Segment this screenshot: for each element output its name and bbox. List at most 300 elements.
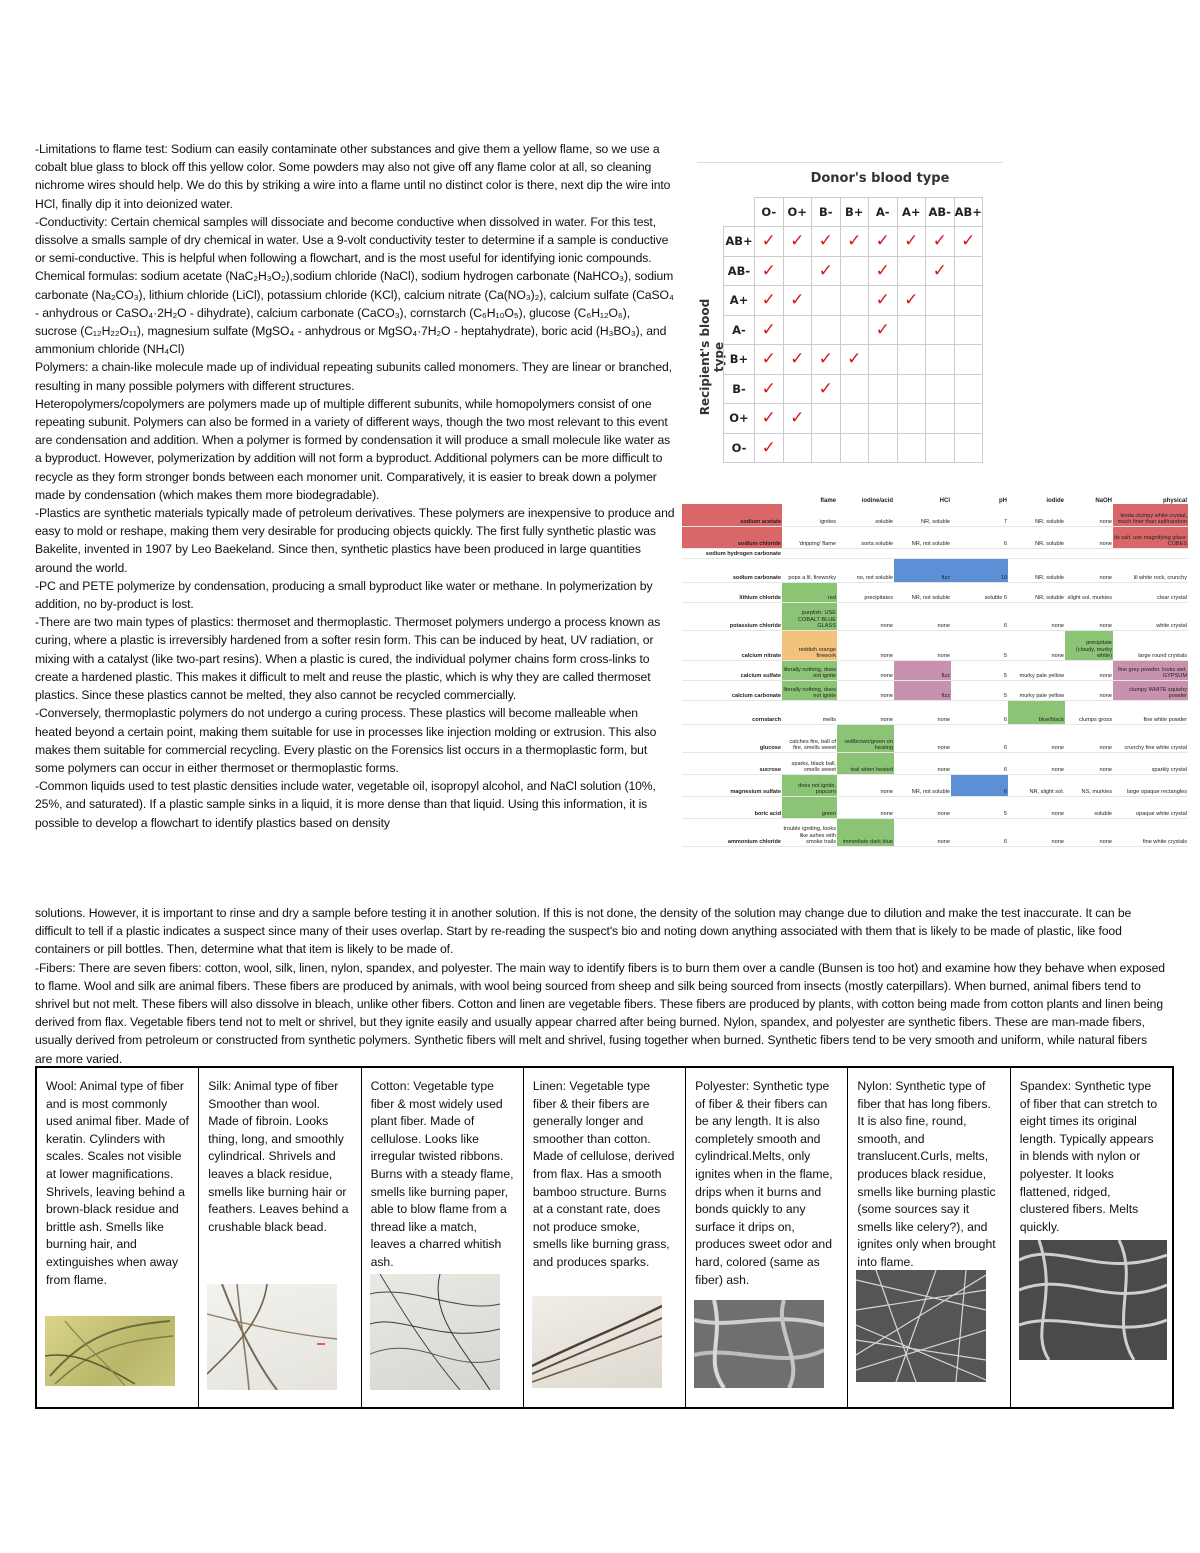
chem-value-cell: no, not soluble — [837, 558, 894, 582]
checkmark-icon: ✓ — [875, 231, 890, 252]
chem-value-cell: red/brown/green on heating — [837, 724, 894, 752]
chem-value-cell: NR, soluble — [1008, 526, 1065, 548]
chem-value-cell: murky pale yellow — [1008, 660, 1065, 680]
chem-value-cell: blue/black — [1008, 700, 1065, 724]
chem-value-cell: NR, not soluble — [894, 582, 951, 602]
chem-value-cell: purplish: USE COBALT BLUE GLASS — [782, 602, 837, 630]
chem-value-cell: pops a lil, fireworky — [782, 558, 837, 582]
compatibility-cell — [783, 227, 812, 257]
donor-type-header: A- — [869, 198, 898, 227]
donor-type-header: A+ — [897, 198, 926, 227]
chem-value-cell: large opaque rectangles — [1113, 774, 1188, 796]
compatibility-cell — [840, 374, 869, 404]
chem-value-cell: none — [1065, 818, 1113, 846]
checkmark-icon: ✓ — [761, 437, 776, 458]
chem-value-cell: large round crystals — [1113, 630, 1188, 660]
chem-value-cell: literally nothing, does not ignite — [782, 680, 837, 700]
chem-value-cell: none — [837, 680, 894, 700]
chem-value-cell: teal when heated — [837, 752, 894, 774]
compatibility-cell — [897, 286, 926, 316]
checkmark-icon: ✓ — [875, 290, 890, 311]
chem-value-cell: fine white crystals — [1113, 818, 1188, 846]
chem-value-cell: none — [1008, 602, 1065, 630]
chem-value-cell: none — [837, 602, 894, 630]
chem-column-header: HCl — [939, 497, 950, 504]
chem-value-cell: opaque white crystal — [1113, 796, 1188, 818]
chem-value-cell — [837, 548, 894, 558]
chem-value-cell: crunchy fine white crystal — [1113, 724, 1188, 752]
chem-value-cell: none — [837, 660, 894, 680]
fiber-cell-cotton — [362, 1068, 524, 1407]
compatibility-cell — [954, 256, 983, 286]
chem-value-cell: none — [1065, 526, 1113, 548]
chem-value-cell: literally nothing, does not ignite — [782, 660, 837, 680]
fiber-description: Polyester: Synthetic type of fiber & their fibers can be any length. It is also completely smooth and cylindrical.Melts, only ignites when in the flame, drips when it burns and bonds quickly to any surface it drips on, produces sweet odor and hard, colored (same as fiber) ash. — [695, 1079, 833, 1287]
chem-value-cell: fine grey powder. looks wet. GYPSUM — [1113, 660, 1188, 680]
fiber-cell-wool — [37, 1068, 199, 1407]
chem-value-cell: 6 — [951, 700, 1008, 724]
checkmark-icon: ✓ — [761, 319, 776, 340]
compatibility-cell — [755, 374, 784, 404]
chem-value-cell: fizz — [894, 558, 951, 582]
compatibility-cell — [840, 286, 869, 316]
chem-value-cell: NR, slight sol. — [1008, 774, 1065, 796]
chem-value-cell: murky pale yellow — [1008, 680, 1065, 700]
chem-row — [682, 796, 1188, 818]
chem-row — [682, 752, 1188, 774]
chem-value-cell: 5 — [951, 630, 1008, 660]
chem-row — [682, 504, 1188, 526]
chem-value-cell: fizz — [894, 680, 951, 700]
compatibility-cell — [897, 404, 926, 434]
checkmark-icon: ✓ — [904, 290, 919, 311]
chem-value-cell: none — [894, 752, 951, 774]
chem-value-cell: kinda clumpy white crystal, much finer than salt/random — [1113, 504, 1188, 526]
compatibility-cell — [783, 374, 812, 404]
paragraph-thermoplastic: -Conversely, thermoplastic polymers do not undergo a curing process. These plastics will become malleable when heated beyond a certain point, making them suitable for use in processes like injection molding or extrusion. This also makes them suitable for commercial recycling. Every plastic on the Forensics list occurs in a thermoplastic form, but some polymers can occur in either thermoset or thermoplastic forms. — [35, 706, 657, 775]
recipient-row — [724, 286, 983, 316]
checkmark-icon: ✓ — [761, 231, 776, 252]
chem-value-cell: 5 — [951, 796, 1008, 818]
compatibility-cell — [954, 227, 983, 257]
checkmark-icon: ✓ — [790, 290, 805, 311]
chem-name-cell: sodium chloride — [682, 526, 782, 548]
chem-value-cell: none — [894, 630, 951, 660]
checkmark-icon: ✓ — [961, 231, 976, 252]
checkmark-icon: ✓ — [847, 231, 862, 252]
compatibility-cell — [840, 433, 869, 463]
chem-value-cell: none — [894, 796, 951, 818]
recipient-row — [724, 256, 983, 286]
compatibility-cell — [954, 315, 983, 345]
compatibility-cell — [755, 286, 784, 316]
compatibility-cell — [869, 374, 898, 404]
chem-name-cell: potassium chloride — [682, 602, 782, 630]
chem-value-cell — [894, 548, 951, 558]
chem-value-cell: does not ignite, popcorn — [782, 774, 837, 796]
paragraph-chemical-formulas: Chemical formulas: sodium acetate (NaC₂H₃O₂),sodium chloride (NaCl), sodium hydrogen carbonate (NaHCO₃), sodium carbonate (Na₂CO₃), lithium chloride (LiCl), potassium chloride (KCl), calcium nitrate (Ca(NO₃)₂), calcium sulfate (CaSO₄ - anhydrous or CaSO₄·2H₂O - dihydrate), calcium carbonate (CaCO₃), cornstarch (C₆H₁₀O₅), glucose (C₆H₁₂O₆), sucrose (C₁₂H₂₂O₁₁), magnesium sulfate (MgSO₄ - anhydrous or MgSO₄·7H₂O - heptahydrate), boric acid (H₃BO₃), and ammonium chloride (NH₄Cl) — [35, 269, 674, 357]
chem-value-cell: none — [894, 724, 951, 752]
donor-type-header: B+ — [840, 198, 869, 227]
compatibility-cell — [812, 433, 841, 463]
compatibility-cell — [897, 256, 926, 286]
chem-value-cell: red — [782, 582, 837, 602]
checkmark-icon: ✓ — [818, 349, 833, 370]
fiber-description: Cotton: Vegetable type fiber & most widely used plant fiber. Made of cellulose. Looks like irregular twisted ribbons. Burns with a steady flame, smells like burning paper, able to blow flame from a thread like a match, leaves a charred whitish ash. — [370, 1079, 514, 1269]
chem-value-cell: fizz — [894, 660, 951, 680]
chem-row — [682, 558, 1188, 582]
chem-column-header: pH — [999, 497, 1007, 504]
paragraph-plastics: -Plastics are synthetic materials typically made of petroleum derivatives. These polymers are inexpensive to produce and easy to mold or reshape, making them very desirable for producing objects quickly. The first fully synthetic plastic was Bakelite, invented in 1907 by Leo Baekeland. Since then, synthetic plastics have been produced in large quantities around the world. — [35, 506, 675, 575]
fiber-description: Wool: Animal type of fiber and is most commonly used animal fiber. Made of keratin. Cylinders with scales. Scales not visible at lower magnifications. Shrivels, leaving behind a brown-black residue and brittle ash. Smells like burning hair, and extinguishes when away from flame. — [46, 1079, 189, 1287]
compatibility-cell — [812, 256, 841, 286]
chem-value-cell: none — [837, 796, 894, 818]
chem-value-cell: ignites — [782, 504, 837, 526]
compatibility-cell — [783, 345, 812, 375]
chem-value-cell: 6 — [951, 818, 1008, 846]
recipient-row — [724, 345, 983, 375]
chem-value-cell: none — [894, 700, 951, 724]
compatibility-cell — [869, 286, 898, 316]
chem-value-cell: none — [1008, 630, 1065, 660]
chem-row — [682, 582, 1188, 602]
compatibility-cell — [812, 404, 841, 434]
chem-value-cell: catches fire, ball of fire, smells sweet — [782, 724, 837, 752]
compatibility-cell — [755, 315, 784, 345]
compatibility-cell — [954, 433, 983, 463]
paragraph-densities: -Common liquids used to test plastic densities include water, vegetable oil, isopropyl alcohol, and NaCl solution (10%, 25%, and saturated). If a plastic sample sinks in a liquid, it is more dense than that liquid. Using this information, it is possible to develop a flowchart to identify plastics based on density — [35, 779, 656, 830]
chem-value-cell: none — [1065, 602, 1113, 630]
chem-value-cell: sparkly crystal — [1113, 752, 1188, 774]
chem-value-cell: none — [837, 700, 894, 724]
spandex-micrograph-image — [1019, 1240, 1167, 1360]
chem-value-cell: NR, soluble — [1008, 504, 1065, 526]
recipient-type-header: AB+ — [724, 227, 755, 257]
paragraph-polymers: Polymers: a chain-like molecule made up of individual repeating subunits called monomers. They are linear or branched, resulting in many possible polymers with different structures. — [35, 360, 672, 393]
chem-column-header: NaOH — [1095, 497, 1112, 504]
compatibility-cell — [755, 433, 784, 463]
chem-row — [682, 724, 1188, 752]
recipient-row — [724, 404, 983, 434]
nylon-micrograph-image — [856, 1270, 986, 1382]
compatibility-cell — [869, 404, 898, 434]
checkmark-icon: ✓ — [932, 231, 947, 252]
compatibility-cell — [926, 374, 955, 404]
compatibility-cell — [869, 345, 898, 375]
compatibility-cell — [783, 286, 812, 316]
donor-type-header: AB+ — [954, 198, 983, 227]
fiber-description: Linen: Vegetable type fiber & their fibers are generally longer and smoother than cotton. Made of cellulose, derived from flax. Has a smooth bamboo structure. Burns at a constant rate, does not produce smoke, smells like burning grass, and produces sparks. — [532, 1079, 675, 1269]
chem-value-cell: none — [1008, 796, 1065, 818]
paragraph-thermoset: -There are two main types of plastics: thermoset and thermoplastic. Thermoset polymers undergo a process known as curing, where a plastic is irreversibly hardened from a softer resin form. This can be induced by heat, UV radiation, or mixing with a catalyst (like two-part resins). When a plastic is cured, the individual polymer chains form cross-links to create a hardened plastic. This makes it difficult to melt and reuse the plastic, which is why they are called thermoset plastics. Since these plastics cannot be melted, they also cannot be recycled commercially. — [35, 615, 661, 703]
recipient-type-header: B+ — [724, 345, 755, 375]
chem-name-cell: calcium nitrate — [682, 630, 782, 660]
chem-row — [682, 548, 1188, 558]
recipient-row — [724, 433, 983, 463]
compatibility-cell — [954, 374, 983, 404]
chem-value-cell: none — [894, 602, 951, 630]
paragraph-heteropolymers: Heteropolymers/copolymers are polymers made up of multiple different subunits, while homopolymers consist of one repeating subunit. Polymers can also be formed in a variety of different ways, though the two most relevant to this event are condensation and addition. When a polymer is formed by condensation it will produce a small molecule like water as a byproduct. However, polymerization by addition will not form a byproduct. Additional polymers can be more difficult to recycle as they form stronger bonds between each monomer unit. Comparatively, it is easier to break down a polymer made by condensation (which makes them more biodegradable). — [35, 396, 671, 502]
chem-value-cell: 7 — [951, 504, 1008, 526]
chem-name-cell: boric acid — [682, 796, 782, 818]
chem-value-cell: 6 — [951, 526, 1008, 548]
chem-column-header — [682, 495, 782, 504]
compatibility-cell — [755, 227, 784, 257]
chem-name-cell: calcium sulfate — [682, 660, 782, 680]
compatibility-cell — [812, 286, 841, 316]
chem-value-cell — [782, 548, 837, 558]
checkmark-icon: ✓ — [790, 349, 805, 370]
chem-value-cell: precipitate (cloudy, murky white) — [1065, 630, 1113, 660]
chem-value-cell — [1008, 548, 1065, 558]
chem-value-cell: its salt. use magnifying glass: CUBES — [1113, 526, 1188, 548]
recipient-row — [724, 315, 983, 345]
chem-row — [682, 526, 1188, 548]
chem-value-cell: 5 — [951, 660, 1008, 680]
chem-value-cell: 6 — [951, 724, 1008, 752]
blood-compatibility-table — [723, 197, 983, 463]
chem-row — [682, 680, 1188, 700]
compatibility-cell — [926, 345, 955, 375]
chem-value-cell: sorta soluble — [837, 526, 894, 548]
compatibility-cell — [869, 256, 898, 286]
compatibility-cell — [926, 404, 955, 434]
compatibility-cell — [954, 404, 983, 434]
fiber-description: Spandex: Synthetic type of fiber that can stretch to eight times its original length. Typically appears in blends with nylon or polyester. It looks flattened, ridged, clustered fibers. Melts quickly. — [1019, 1079, 1158, 1234]
compatibility-cell — [897, 227, 926, 257]
compatibility-cell — [897, 433, 926, 463]
fiber-description: Nylon: Synthetic type of fiber that has long fibers. It is also fine, round, smooth, and translucent.Curls, melts, produces black residue, smells like burning plastic (some sources say it smells like celery?), and ignites only when brought into flame. — [857, 1079, 996, 1269]
chem-column-header: flame — [820, 497, 836, 504]
compatibility-cell — [812, 345, 841, 375]
chem-value-cell: clumpy WHITE squishy powder — [1113, 680, 1188, 700]
checkmark-icon: ✓ — [875, 260, 890, 281]
checkmark-icon: ✓ — [790, 231, 805, 252]
compatibility-cell — [755, 345, 784, 375]
chem-value-cell: none — [1065, 660, 1113, 680]
chem-value-cell: melts — [782, 700, 837, 724]
chem-value-cell: 5 — [951, 680, 1008, 700]
chem-value-cell: white crystal — [1113, 602, 1188, 630]
chem-name-cell: glucose — [682, 724, 782, 752]
recipient-type-header: A- — [724, 315, 755, 345]
chem-column-header: iodine/acid — [861, 497, 893, 504]
chem-value-cell: 'dripping' flame — [782, 526, 837, 548]
chem-name-cell: sodium hydrogen carbonate — [682, 548, 782, 558]
chem-value-cell: soluble 6 — [951, 582, 1008, 602]
chem-value-cell: 6 — [951, 752, 1008, 774]
donor-type-header: B- — [812, 198, 841, 227]
chem-column-header: physical — [1162, 497, 1187, 504]
cotton-micrograph-image — [370, 1274, 500, 1390]
compatibility-cell — [954, 286, 983, 316]
paragraph-pc-pete: -PC and PETE polymerize by condensation, producing a small byproduct like water or methane. In polymerization by addition, no by-product is lost. — [35, 578, 653, 612]
paragraph-flame-limitations: -Limitations to flame test: Sodium can easily contaminate other substances and give them a yellow flame, so we use a cobalt blue glass to block off this yellow color. Some powders may also not give off any flame color at all, so cleaning nichrome wires should help. We do this by striking a wire into a flame until no distinct color is there, next dip the wire into HCl, finally dip it into deionized water. — [35, 142, 671, 211]
chem-value-cell: trouble igniting, looks like ashes with smoke trails — [782, 818, 837, 846]
wool-micrograph-image — [45, 1316, 175, 1386]
chem-row — [682, 660, 1188, 680]
chem-value-cell: NR, not soluble — [894, 774, 951, 796]
chem-name-cell: magnesium sulfate — [682, 774, 782, 796]
paragraph-density-continued: solutions. However, it is important to rinse and dry a sample before testing it in another solution. If this is not done, the density of the solution may change due to dilution and make the test inaccurate. It can be difficult to tell if a plastic indicates a suspect since many of their uses overlap. Start by re-reading the suspect's bio and noting down anything associated with them that is likely to be made of plastic, like food containers or pill bottles. Then, determine what that item is likely to be made of. — [35, 906, 1132, 957]
compatibility-cell — [869, 227, 898, 257]
polyester-micrograph-image — [694, 1300, 824, 1388]
chem-value-cell: NR, soluble — [1008, 582, 1065, 602]
linen-micrograph-image — [532, 1296, 662, 1388]
chem-value-cell: NR, not soluble — [894, 526, 951, 548]
recipient-type-header: AB- — [724, 256, 755, 286]
chem-name-cell: cornstarch — [682, 700, 782, 724]
chem-value-cell: green — [782, 796, 837, 818]
chem-row — [682, 630, 1188, 660]
compatibility-cell — [897, 374, 926, 404]
compatibility-cell — [926, 256, 955, 286]
recipient-type-header: O+ — [724, 404, 755, 434]
checkmark-icon: ✓ — [847, 349, 862, 370]
compatibility-cell — [755, 256, 784, 286]
compatibility-cell — [812, 227, 841, 257]
checkmark-icon: ✓ — [761, 378, 776, 399]
chem-value-cell: 10 — [951, 558, 1008, 582]
recipient-row — [724, 227, 983, 257]
donor-type-header: O- — [755, 198, 784, 227]
full-width-text — [35, 904, 1165, 1068]
chem-name-cell: sodium acetate — [682, 504, 782, 526]
compatibility-cell — [926, 433, 955, 463]
compatibility-cell — [840, 404, 869, 434]
chem-value-cell: NR, soluble — [894, 504, 951, 526]
checkmark-icon: ✓ — [875, 319, 890, 340]
fiber-cell-spandex — [1011, 1068, 1172, 1407]
blood-chart-corner — [724, 198, 755, 227]
chem-value-cell: fine white powder — [1113, 700, 1188, 724]
chem-value-cell: 6 — [951, 602, 1008, 630]
compatibility-cell — [926, 315, 955, 345]
compatibility-cell — [926, 286, 955, 316]
chem-value-cell — [951, 548, 1008, 558]
compatibility-cell — [812, 315, 841, 345]
fiber-cell-linen — [524, 1068, 686, 1407]
fiber-cell-silk — [199, 1068, 361, 1407]
recipient-type-header: B- — [724, 374, 755, 404]
fiber-table — [35, 1066, 1174, 1409]
paragraph-fibers: -Fibers: There are seven fibers: cotton, wool, silk, linen, nylon, spandex, and polyester. The main way to identify fibers is to burn them over a candle (Bunsen is too hot) and examine how they behave when exposed to flame. Wool and silk are animal fibers. These fibers are produced by animals, with wool being sourced from sheep and silk being sourced from insects (mostly caterpillars). When burned, animal fibers tend to shrivel but not melt. These fibers will also dissolve in bleach, unlike other fibers. Cotton and linen are vegetable fibers. These fibers are produced by plants, with cotton being made from cotton plants and linen being derived from flax. Vegetable fibers tend not to melt or shrivel, but they ignite easily and usually appear charred after being burned. Nylon, spandex, and polyester are synthetic fibers. These are man-made fibers, usually derived from petroleum or constructed from synthetic polymers. Synthetic fibers will melt and shrivel, fusing together when burned. Synthetic fibers tend to be very smooth and uniform, while natural fibers are more varied. — [35, 960, 1165, 1066]
checkmark-icon: ✓ — [904, 231, 919, 252]
recipient-type-header: A+ — [724, 286, 755, 316]
compatibility-cell — [755, 404, 784, 434]
compatibility-cell — [783, 433, 812, 463]
compatibility-cell — [869, 315, 898, 345]
chem-value-cell: sparks, black ball, smells sweet — [782, 752, 837, 774]
compatibility-cell — [897, 315, 926, 345]
checkmark-icon: ✓ — [761, 260, 776, 281]
chem-value-cell: soluble — [837, 504, 894, 526]
fiber-description: Silk: Animal type of fiber Smoother than wool. Made of fibroin. Looks thing, long, and smoothly cylindrical. Shrivels and leaves a black residue, smells like burning hair or feathers. Leaves behind a crushable black bead. — [208, 1079, 349, 1234]
donor-type-header: AB- — [926, 198, 955, 227]
compatibility-cell — [869, 433, 898, 463]
checkmark-icon: ✓ — [761, 408, 776, 429]
checkmark-icon: ✓ — [818, 260, 833, 281]
chem-row — [682, 602, 1188, 630]
chem-value-cell: soluble — [1065, 796, 1113, 818]
blood-chart-ylabel: Recipient's blood type — [698, 298, 726, 416]
checkmark-icon: ✓ — [790, 408, 805, 429]
chem-value-cell — [1113, 548, 1188, 558]
chem-value-cell: NS, murkies — [1065, 774, 1113, 796]
chem-value-cell: none — [1065, 680, 1113, 700]
blood-type-chart — [697, 162, 1003, 467]
chem-value-cell — [1065, 548, 1113, 558]
compatibility-cell — [840, 345, 869, 375]
checkmark-icon: ✓ — [761, 349, 776, 370]
silk-micrograph-image — [207, 1284, 337, 1390]
checkmark-icon: ✓ — [818, 378, 833, 399]
chem-value-cell: clumps gross — [1065, 700, 1113, 724]
chem-name-cell: ammonium chloride — [682, 818, 782, 846]
chem-value-cell: lil white rock, crunchy — [1113, 558, 1188, 582]
chem-value-cell: none — [1008, 724, 1065, 752]
compatibility-cell — [783, 315, 812, 345]
compatibility-cell — [840, 256, 869, 286]
compatibility-cell — [954, 345, 983, 375]
chem-value-cell: none — [837, 630, 894, 660]
chem-value-cell: reddish orange firework — [782, 630, 837, 660]
fiber-cell-polyester — [686, 1068, 848, 1407]
chem-name-cell: sodium carbonate — [682, 558, 782, 582]
blood-chart-title: Donor's blood type — [810, 171, 950, 186]
checkmark-icon: ✓ — [761, 290, 776, 311]
chem-column-header: iodide — [1046, 497, 1064, 504]
chem-value-cell: none — [894, 818, 951, 846]
donor-type-header: O+ — [783, 198, 812, 227]
intro-text-column — [35, 140, 675, 832]
recipient-row — [724, 374, 983, 404]
chem-name-cell: sucrose — [682, 752, 782, 774]
chem-value-cell: none — [1008, 818, 1065, 846]
chem-value-cell: clear crystal — [1113, 582, 1188, 602]
checkmark-icon: ✓ — [818, 231, 833, 252]
chem-value-cell: none — [1065, 558, 1113, 582]
checkmark-icon: ✓ — [932, 260, 947, 281]
chem-value-cell: none — [837, 774, 894, 796]
compatibility-cell — [783, 404, 812, 434]
chem-value-cell: slight sol. murkies — [1065, 582, 1113, 602]
compatibility-cell — [840, 227, 869, 257]
chem-value-cell: none — [1065, 752, 1113, 774]
fiber-cell-nylon — [848, 1068, 1010, 1407]
chem-value-cell: none — [1065, 724, 1113, 752]
chem-value-cell: immediate dark blue — [837, 818, 894, 846]
chem-value-cell: NR, soluble — [1008, 558, 1065, 582]
chemical-test-table — [682, 495, 1188, 901]
compatibility-cell — [926, 227, 955, 257]
chem-row — [682, 818, 1188, 846]
chem-row — [682, 700, 1188, 724]
compatibility-cell — [783, 256, 812, 286]
compatibility-cell — [812, 374, 841, 404]
recipient-type-header: O- — [724, 433, 755, 463]
chem-value-cell: none — [1008, 752, 1065, 774]
chem-table-grid — [682, 495, 1188, 847]
chem-row — [682, 774, 1188, 796]
chem-name-cell: lithium chloride — [682, 582, 782, 602]
chem-name-cell: calcium carbonate — [682, 680, 782, 700]
compatibility-cell — [840, 315, 869, 345]
paragraph-conductivity: -Conductivity: Certain chemical samples will dissociate and become conductive when dissolved in water. For this test, dissolve a smalls sample of dry chemical in water. Use a 9-volt conductivity tester to determine if a sample is conductive or semi-conductive. This is helpful when following a flowchart, and is the most useful for identifying ionic compounds. — [35, 214, 669, 266]
chem-value-cell: precipitates — [837, 582, 894, 602]
chem-value-cell: none — [1065, 504, 1113, 526]
compatibility-cell — [897, 345, 926, 375]
